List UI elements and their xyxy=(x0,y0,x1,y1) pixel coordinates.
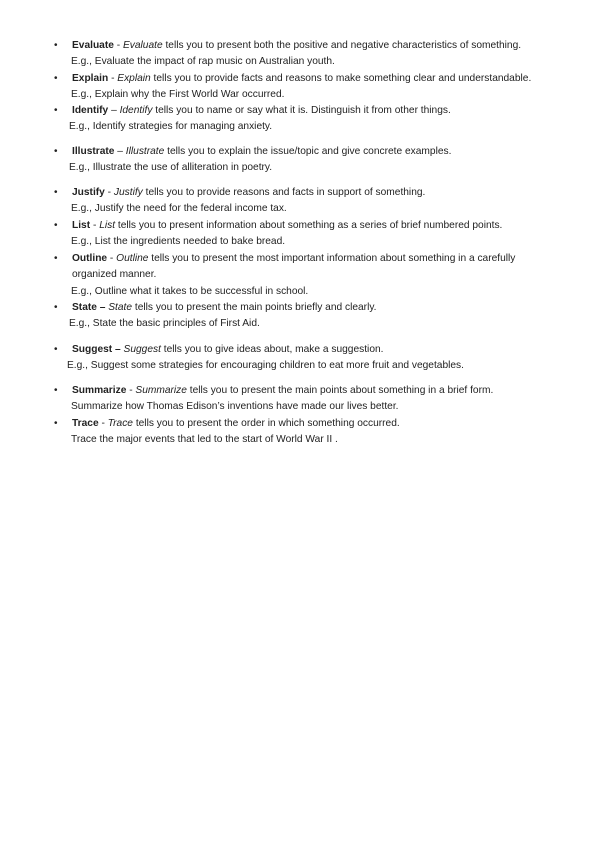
bullet-icon: • xyxy=(54,220,58,231)
bullet-icon: • xyxy=(54,253,58,264)
definition-line xyxy=(72,416,400,432)
bullet-icon: • xyxy=(54,302,58,313)
term-italic: List xyxy=(99,220,116,231)
term-italic: Justify xyxy=(113,187,143,198)
bullet-icon: • xyxy=(54,40,58,51)
definition-text: tells you to present information about something as a series of brief numbered points. xyxy=(115,220,503,231)
term-label: Illustrate xyxy=(72,146,115,157)
definition-line xyxy=(72,300,377,316)
separator: - xyxy=(107,253,117,264)
example-text: E.g., Justify the need for the federal income tax. xyxy=(71,203,287,215)
definition-line xyxy=(72,103,451,119)
separator: - xyxy=(126,385,136,396)
example-text: E.g., Explain why the First World War occurred. xyxy=(71,89,285,101)
example-text: E.g., Evaluate the impact of rap music on Australian youth. xyxy=(71,56,335,68)
term-italic: Trace xyxy=(107,418,133,429)
example-text: E.g., List the ingredients needed to bake bread. xyxy=(71,236,286,248)
term-italic: Explain xyxy=(117,73,151,84)
term-label: Summarize xyxy=(72,385,127,396)
term-italic: Summarize xyxy=(135,385,187,396)
definition-line xyxy=(72,185,425,201)
separator: – xyxy=(114,146,126,157)
example-text: E.g., Illustrate the use of alliteration in poetry. xyxy=(69,162,273,174)
term-label: Evaluate xyxy=(72,40,114,51)
definition-continuation: organized manner. xyxy=(72,269,157,281)
term-italic: Illustrate xyxy=(125,146,165,157)
definition-text: tells you to present both the positive and negative characteristics of something. xyxy=(162,40,522,51)
bullet-icon: • xyxy=(54,385,58,396)
definition-text: tells you to provide reasons and facts in support of something. xyxy=(142,187,426,198)
separator: - xyxy=(98,418,108,429)
bullet-icon: • xyxy=(54,187,58,198)
separator: - xyxy=(104,187,114,198)
bullet-icon: • xyxy=(54,146,58,157)
term-italic: Evaluate xyxy=(122,40,163,51)
example-text: E.g., Suggest some strategies for encouraging children to eat more fruit and vegetables. xyxy=(67,360,464,372)
definition-text: tells you to present the main points about something in a brief form. xyxy=(186,385,494,396)
bullet-icon: • xyxy=(54,73,58,84)
separator: - xyxy=(90,220,100,231)
separator: - xyxy=(108,73,118,84)
term-italic: Suggest xyxy=(123,344,161,355)
term-label: List xyxy=(72,220,91,231)
definition-text: tells you to present the order in which something occurred. xyxy=(132,418,400,429)
bullet-icon: • xyxy=(54,418,58,429)
term-label: Explain xyxy=(72,73,109,84)
definition-text: tells you to explain the issue/topic and give concrete examples. xyxy=(164,146,452,157)
example-text: E.g., Outline what it takes to be successful in school. xyxy=(71,285,309,297)
definition-text: tells you to present the main points briefly and clearly. xyxy=(132,302,377,313)
bullet-icon: • xyxy=(54,105,58,116)
term-label: Suggest – xyxy=(72,344,121,355)
term-italic: Identify xyxy=(119,105,153,116)
definition-text: tells you to present the most important information about something in a carefully xyxy=(148,253,516,264)
separator: - xyxy=(113,40,123,51)
definition-line xyxy=(72,38,521,54)
term-label: Outline xyxy=(72,253,108,264)
separator: – xyxy=(108,105,120,116)
term-label: Identify xyxy=(72,105,109,116)
example-text: E.g., State the basic principles of First Aid. xyxy=(69,318,260,330)
definition-line xyxy=(72,251,515,267)
example-text: E.g., Identify strategies for managing anxiety. xyxy=(69,121,273,133)
definition-text: tells you to provide facts and reasons to make something clear and understandable. xyxy=(150,73,532,84)
definition-text: tells you to give ideas about, make a suggestion. xyxy=(160,344,384,355)
definition-line xyxy=(72,218,502,234)
term-label: Trace xyxy=(72,418,99,429)
definition-text: tells you to name or say what it is. Distinguish it from other things. xyxy=(152,105,451,116)
bullet-icon: • xyxy=(54,344,58,355)
definition-line xyxy=(72,71,531,87)
definition-line xyxy=(72,342,384,358)
definition-line xyxy=(72,144,451,160)
term-italic: Outline xyxy=(116,253,149,264)
example-text: Trace the major events that led to the start of World War II . xyxy=(71,434,338,446)
example-text: Summarize how Thomas Edison’s inventions have made our lives better. xyxy=(71,401,399,413)
term-label: Justify xyxy=(72,187,105,198)
term-label: State – xyxy=(72,302,106,313)
definition-line xyxy=(72,383,493,399)
term-italic: State xyxy=(108,302,133,313)
